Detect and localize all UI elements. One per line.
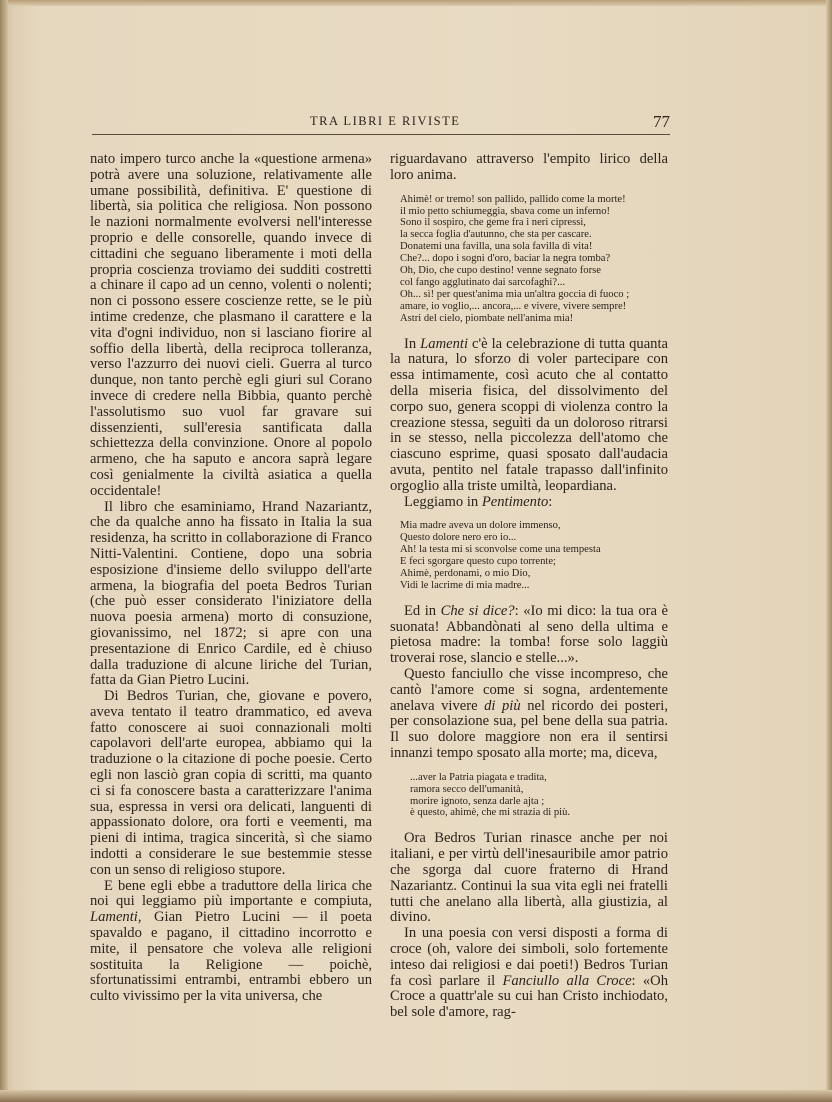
- left-paragraph-1: nato impero turco anche la «questione armena» potrà avere una soluzione, relativamente alle umane possibilità, definitiva. E' questione di libertà, sia politica che religiosa. Non possono le nazioni normalmente evolversi nell'interesse proprio e delle consorelle, quando invece di cittadini che seguano liberamente i moti della propria coscienza troviamo dei sudditi costretti a chinare il capo ad un cenno, volenti o nolenti; non ci possono essere coscienze rette, se le più intime credenze, che plasmano il carattere e la vita d'ogni individuo, non si lasciano fiorire al soffio della libertà, della reciproca tolleranza, verso l'azzurro dei nuovi cieli. Guerra al turco dunque, non tanto perchè egli giuri sul Corano invece di credere nella Bibbia, quanto perchè l'assolutismo suo vuol far gravare sui dissenzienti, sull'eresia santificata dalla schiettezza della convinzione. Onore al popolo armeno, che ha saputo e ancora saprà legare così genialmente la civiltà asiatica a quella occidentale!: [90, 151, 372, 499]
- right-paragraph-7: [390, 926, 668, 1021]
- right-p5-text-b: nel ricordo dei posteri, per consolazione sua, pel bene della sua patria. Il suo dolore maggiore non era il sentirsi innanzi tempo sposato alla morte; ma, diceva,: [390, 697, 668, 761]
- page-edge-right: [826, 0, 832, 1102]
- verse-line: ramora secco dell'umanità,: [410, 783, 524, 795]
- verse-line: Astri del cielo, piombate nell'anima mia!: [400, 312, 574, 324]
- running-head: TRA LIBRI E RIVISTE: [310, 114, 461, 128]
- right-paragraph-2: [390, 337, 668, 495]
- verse-lamenti: [400, 194, 668, 325]
- right-p7-text-a: In una poesia con versi disposti a forma di croce (oh, valore dei simboli, solo fortemente inteso dai religiosi e dai poeti!) Bedros Turian fa così parlare il: [390, 925, 668, 989]
- right-p2-text-a: In: [404, 335, 421, 352]
- right-paragraph-5: [390, 667, 668, 762]
- verse-line: ...aver la Patria piagata e tradita,: [410, 771, 547, 783]
- left-paragraph-4: [90, 879, 372, 1005]
- right-p7-title-italic: Fanciullo alla Croce: [502, 972, 632, 989]
- page-number: 77: [653, 112, 670, 131]
- right-p2-title-italic: Lamenti: [420, 335, 468, 352]
- right-p2-text-b: c'è la celebrazione di tutta quanta la natura, lo sforzo di voler partecipare con essa intimamente, così acuto che al contatto della miseria fisica, del dissolvimento del corpo suo, genera scoppi di violenza contro la creazione stessa, seguìti da un doloroso ritrarsi in se stesso, nella piccolezza dell'atomo che ciascuno esprime, quasi sposato dall'audacia avuta, pentito nel fatale trapasso dall'infinito orgoglio alla triste umiltà, leopardiana.: [390, 335, 668, 494]
- verse-line: il mio petto schiumeggia, sbava come un inferno!: [400, 205, 611, 217]
- right-column: [390, 152, 668, 1021]
- verse-line: Sono il sospiro, che geme fra i neri cipressi,: [400, 217, 586, 229]
- header-rule: [92, 134, 670, 135]
- verse-line: Oh... sì! per quest'anima mia un'altra goccia di fuoco ;: [400, 288, 630, 300]
- verse-line: Ahimè, perdonami, o mio Dio,: [400, 567, 531, 579]
- verse-pentimento: [400, 520, 668, 591]
- left-p4-text-a: E bene egli ebbe a traduttore della lirica che noi qui leggiamo più importante e compiuta,: [90, 877, 372, 910]
- right-paragraph-3: [390, 495, 668, 511]
- verse-line: la secca foglia d'autunno, che sta per cascare.: [400, 229, 592, 241]
- right-paragraph-1: riguardavano attraverso l'empito lirico della loro anima.: [390, 151, 668, 183]
- verse-line: col fango agglutinato dai sarcofaghi?...: [400, 276, 566, 288]
- right-p3-text-a: Leggiamo in: [404, 493, 482, 510]
- verse-line: Che?... dopo i sogni d'oro, baciar la negra tomba?: [400, 253, 611, 265]
- verse-line: morire ignoto, senza darle ajta ;: [410, 795, 545, 807]
- right-paragraph-4: [390, 604, 668, 667]
- left-paragraph-3: Di Bedros Turian, che, giovane e povero, aveva tentato il teatro drammatico, ed aveva fatto conoscere ai suoi connazionali molti capolavori dell'arte europea, abbiamo qui la traduzione o la citazione di poche poesie. Certo egli non lasciò gran copia di scritti, ma quanto ci si fa conoscere basta a caratterizzare l'anima sua, espressa in versi ora delicati, languenti di appassionato dolore, ora forti e veementi, ma pieni di intima, tragica sincerità, sì che siamo indotti a considerare le sue bestemmie stesse con un senso di religioso stupore.: [90, 688, 372, 878]
- right-p3-text-b: :: [548, 493, 553, 510]
- right-p4-text-a: Ed in: [404, 602, 441, 619]
- left-p4-text-b: , Gian Pietro Lucini — il poeta spavaldo e pagano, il cittadino incorrotto e mite, il pensatore che voleva alle religioni sostituita la Religione — poichè, sfortunatissimi entrambi, entrambi ebbero un culto vivissimo per la vita universa, che: [90, 909, 372, 1005]
- right-p5-emphasis-italic: di più: [484, 697, 521, 714]
- verse-line: Ah! la testa mi si sconvolse come una tempesta: [400, 544, 601, 556]
- right-paragraph-6: Ora Bedros Turian rinasce anche per noi italiani, e per virtù dell'inesauribile amor patrio che sgorga dal cuore fraterno di Hrand Nazariantz. Continui la sua vita egli nei fratelli tutti che anelano alla libertà, alla giustizia, al divino.: [390, 830, 668, 926]
- right-p4-title-italic: Che si dice?: [440, 602, 515, 619]
- page-edge-bottom: [0, 1090, 832, 1102]
- verse-line: Donatemi una favilla, una sola favilla di vita!: [400, 241, 593, 253]
- right-p7-text-b: : «Oh Croce a quattr'ale su cui han Cristo inchiodato, bel sole d'amore, rag-: [390, 972, 668, 1021]
- page-edge-left: [0, 0, 8, 1102]
- verse-line: Ahimè! or tremo! son pallido, pallido come la morte!: [400, 193, 626, 205]
- verse-line: è questo, ahimè, che mi strazia di più.: [410, 807, 571, 819]
- verse-line: amare, io voglio,... ancora,... e vivere, vivere sempre!: [400, 300, 627, 312]
- right-p4-text-b: : «Io mi dico: la tua ora è suonata! Abbandònati al seno della ultima e pietosa madre: la tomba! forse solo laggiù troverai rose, slancio e stelle...».: [390, 602, 668, 667]
- verse-line: Questo dolore nero ero io...: [400, 532, 517, 544]
- right-p3-title-italic: Pentimento: [481, 493, 549, 510]
- verse-patria: [410, 772, 668, 820]
- left-p4-title-italic: Lamenti: [90, 909, 138, 926]
- verse-line: Oh, Dio, che cupo destino! venne segnato forse: [400, 265, 601, 277]
- left-paragraph-2: Il libro che esaminiamo, Hrand Nazariantz, che da qualche anno ha fissato in Italia la sua residenza, ha scritto in collaborazione di Franco Nitti-Valentini. Contiene, dopo una sobria esposizione d'insieme dello sviluppo dell'arte armena, la biografia del poeta Bedros Turian (che può esser considerato l'iniziatore della nuova poesia armena) morto di consuzione, giovanissimo, nel 1872; si apre con una presentazione di Enrico Cardile, ed è chiuso dalla traduzione di alcune liriche del Turian, fatta da Gian Pietro Lucini.: [90, 498, 372, 689]
- left-column: [90, 152, 372, 1005]
- verse-line: Mia madre aveva un dolore immenso,: [400, 520, 561, 532]
- verse-line: Vidi le lacrime di mia madre...: [400, 579, 530, 591]
- right-p5-text-a: Questo fanciullo che visse incompreso, che cantò l'amore come si sogna, ardentemente anelava vivere: [390, 665, 668, 714]
- page-header: [92, 112, 672, 136]
- page-edge-top: [0, 0, 832, 6]
- verse-line: E feci sgorgare questo cupo torrente;: [400, 556, 557, 568]
